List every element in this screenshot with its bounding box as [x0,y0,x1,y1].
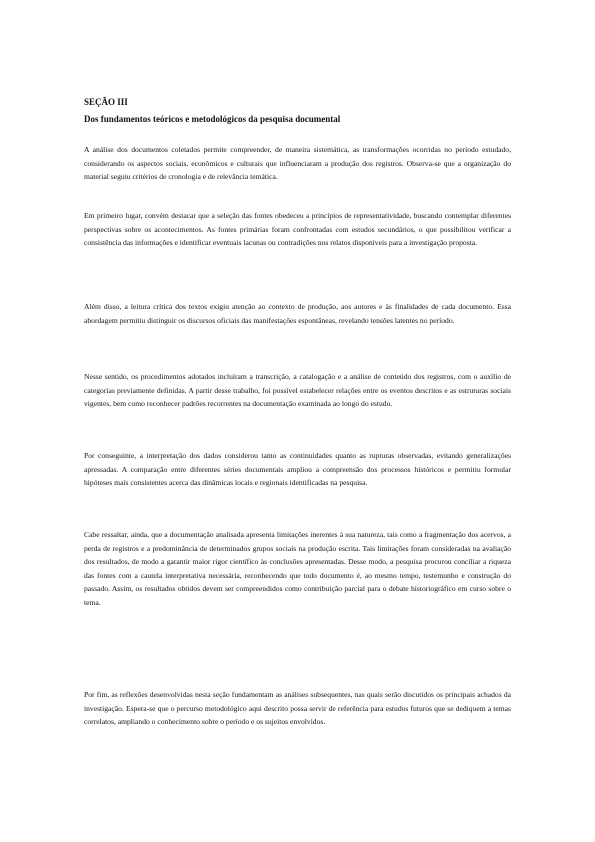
body-paragraph: A análise dos documentos coletados permite compreender, de maneira sistemática, as transformações ocorridas no período estudado, considerando os aspectos sociais, econômicos e culturais que influenciaram a produção dos registros. Observa-se que a organização do material seguiu critérios de cronologia e de relevância temática. [84,145,511,182]
body-paragraph: Por fim, as reflexões desenvolvidas nesta seção fundamentam as análises subsequentes, nas quais serão discutidos os principais achados da investigação. Espera-se que o percurso metodológico aqui descrito possa servir de referência para estudos futuros que se dediquem a temas correlatos, ampliando o conhecimento sobre o período e os sujeitos envolvidos. [84,690,511,727]
body-paragraph: Em primeiro lugar, convém destacar que a seleção das fontes obedeceu a princípios de representatividade, buscando contemplar diferentes perspectivas sobre os acontecimentos. As fontes primárias foram confrontadas com estudos secundários, o que possibilitou verificar a consistência das informações e identificar eventuais lacunas ou contradições nos relatos disponíveis para a investigação proposta. [84,211,511,248]
body-paragraph: Nesse sentido, os procedimentos adotados incluíram a transcrição, a catalogação e a análise de conteúdo dos registros, com o auxílio de categorias previamente definidas. A partir desse trabalho, foi possível estabelecer relações entre os eventos descritos e as estruturas sociais vigentes, bem como reconhecer padrões recorrentes na documentação examinada ao longo do estudo. [84,372,511,409]
section-title: Dos fundamentos teóricos e metodológicos da pesquisa documental [84,114,341,124]
body-paragraph: Cabe ressaltar, ainda, que a documentação analisada apresenta limitações inerentes à sua natureza, tais como a fragmentação dos acervos, a perda de registros e a predominância de determinados grupos sociais na produção escrita. Tais limitações foram consideradas na avaliação dos resultados, de modo a garantir maior rigor científico às conclusões apresentadas. Desse modo, a pesquisa procurou conciliar a riqueza das fontes com a cautela interpretativa necessária, reconhecendo que todo documento é, ao mesmo tempo, testemunho e construção do passado. Assim, os resultados obtidos devem ser compreendidos como contribuição parcial para o debate historiográfico em curso sobre o tema. [84,530,511,607]
body-paragraph: Por conseguinte, a interpretação dos dados considerou tanto as continuidades quanto as rupturas observadas, evitando generalizações apressadas. A comparação entre diferentes séries documentais ampliou a compreensão dos processos históricos e permitiu formular hipóteses mais consistentes acerca das dinâmicas locais e regionais identificadas na pesquisa. [84,451,511,488]
section-label: SEÇÃO III [84,97,128,107]
body-paragraph: Além disso, a leitura crítica dos textos exigiu atenção ao contexto de produção, aos autores e às finalidades de cada documento. Essa abordagem permitiu distinguir os discursos oficiais das manifestações espontâneas, revelando tensões latentes no período. [84,302,511,325]
